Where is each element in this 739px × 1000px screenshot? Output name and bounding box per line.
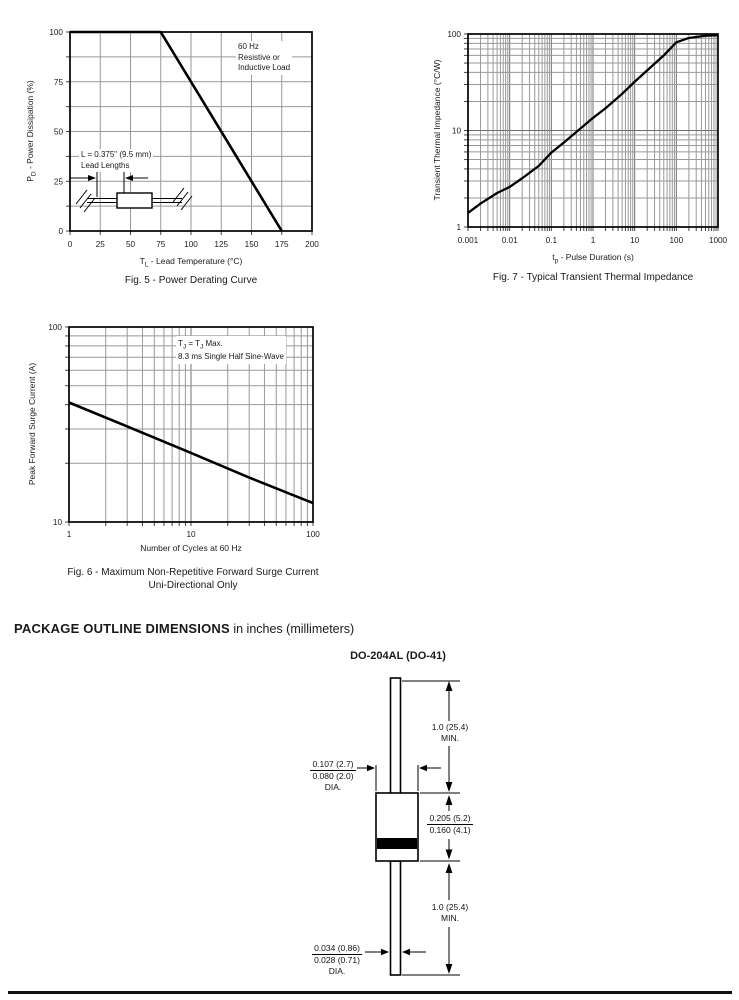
arrow-right-icon xyxy=(88,175,96,181)
tick-label: 100 xyxy=(184,240,198,249)
body-length-label: 0.205 (5.2) 0.160 (4.1) xyxy=(424,813,476,836)
fig7-x-axis-label: $t_p$ - Pulse Duration (s) xyxy=(552,252,634,265)
fig5-annotation: 60 Hz Resistive or Inductive Load xyxy=(236,41,292,75)
tick-label: 10 xyxy=(630,236,640,245)
fig7-y-axis-label: Transient Thermal Impedance (°C/W) xyxy=(432,59,442,201)
section-heading-bold: PACKAGE OUTLINE DIMENSIONS xyxy=(14,621,230,636)
fig7-generated-plot xyxy=(447,30,727,245)
tick-label: 100 xyxy=(669,236,684,245)
tick-label: 0.001 xyxy=(457,236,479,245)
tick-label: 175 xyxy=(274,240,289,249)
tick-label: 100 xyxy=(306,530,320,539)
fig5-inset-label: L = 0.375" (9.5 mm) Lead Lengths xyxy=(79,149,153,172)
tick-label: 75 xyxy=(156,240,166,249)
fig6-plot xyxy=(0,300,345,540)
fig6-x-axis-label: Number of Cycles at 60 Hz xyxy=(140,543,242,553)
tick-label: 10 xyxy=(186,530,196,539)
bottom-lead xyxy=(391,861,401,975)
tick-label: 0.01 xyxy=(501,236,518,245)
package-section-heading xyxy=(14,620,354,638)
fig7-plot xyxy=(400,0,739,250)
fig6-caption: Fig. 6 - Maximum Non-Repetitive Forward Surge Current Uni-Directional Only xyxy=(67,567,319,591)
tick-label: 50 xyxy=(53,127,63,137)
bottom-lead-length-label: 1.0 (25.4) MIN. xyxy=(426,902,474,924)
section-heading-units: in inches (millimeters) xyxy=(229,622,355,636)
tick-label: 0.1 xyxy=(545,236,558,245)
tick-label: 1000 xyxy=(708,236,728,245)
tick-label: 125 xyxy=(214,240,229,249)
tick-label: 25 xyxy=(53,177,63,187)
tick-label: 10 xyxy=(451,126,461,136)
diode-body xyxy=(376,793,418,861)
body-diameter-label: 0.107 (2.7) 0.080 (2.0) DIA. xyxy=(312,759,354,792)
inset-diode-body xyxy=(117,193,152,208)
fig5-plot xyxy=(0,0,345,252)
fig6-annotation: $T_J = T_J$ Max. 8.3 ms Single Half Sine-Wave xyxy=(176,336,286,364)
fig6-y-axis-label: Peak Forward Surge Current (A) xyxy=(27,362,37,486)
tick-label: 0 xyxy=(58,227,63,236)
top-lead xyxy=(391,678,401,794)
tick-label: 200 xyxy=(305,240,319,249)
package-outline-drawing xyxy=(0,640,739,990)
arrow-left-icon xyxy=(125,175,133,181)
tick-label: 0 xyxy=(67,240,73,249)
fig5-x-axis-label: $T_L$ - Lead Temperature (°C) xyxy=(139,256,243,269)
tick-label: 1 xyxy=(590,236,596,245)
cathode-band xyxy=(377,838,417,849)
fig5-y-axis-label: $P_D$ - Power Dissipation (%) xyxy=(25,80,38,182)
tick-label: 150 xyxy=(244,240,259,249)
fig5-caption: Fig. 5 - Power Derating Curve xyxy=(124,275,258,286)
tick-label: 25 xyxy=(95,240,105,249)
tick-label: 1 xyxy=(66,530,72,539)
package-title: DO-204AL (DO-41) xyxy=(350,650,446,662)
tick-label: 1 xyxy=(456,223,461,232)
tick-label: 10 xyxy=(52,518,62,527)
fig7-caption: Fig. 7 - Typical Transient Thermal Impedance xyxy=(492,272,694,283)
tick-label: 100 xyxy=(49,28,63,37)
tick-label: 100 xyxy=(447,30,461,39)
tick-label: 75 xyxy=(53,77,63,87)
page-bottom-rule xyxy=(8,991,732,994)
top-lead-length-label: 1.0 (25.4) MIN. xyxy=(426,722,474,744)
tick-label: 100 xyxy=(48,323,62,332)
tick-label: 50 xyxy=(125,240,136,249)
lead-diameter-label: 0.034 (0.86) 0.028 (0.71) DIA. xyxy=(314,943,360,976)
